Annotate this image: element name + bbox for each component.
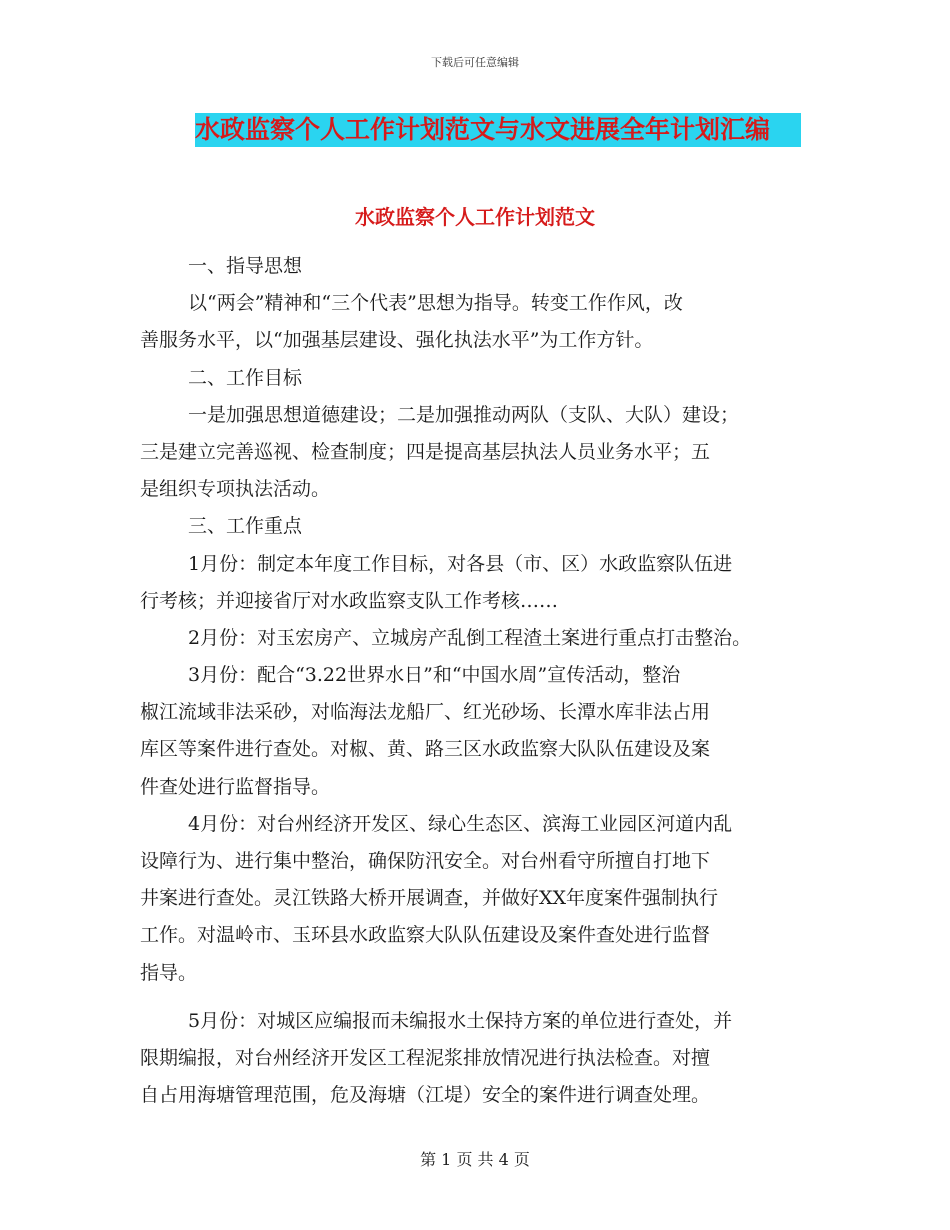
document-title: 水政监察个人工作计划范文与水文进展全年计划汇编 bbox=[195, 113, 801, 147]
section-title: 水政监察个人工作计划范文 bbox=[355, 205, 595, 229]
paragraph-line: 限期编报，对台州经济开发区工程泥浆排放情况进行执法检查。对擅 bbox=[140, 1046, 711, 1069]
paragraph-line: 自占用海塘管理范围，危及海塘（江堤）安全的案件进行调查处理。 bbox=[140, 1084, 711, 1107]
paragraph-line: 库区等案件进行查处。对椒、黄、路三区水政监察大队队伍建设及案 bbox=[140, 738, 711, 761]
paragraph-line: 1月份：制定本年度工作目标，对各县（市、区）水政监察队伍进 bbox=[188, 552, 733, 575]
paragraph-line: 以“两会”精神和“三个代表”思想为指导。转变工作作风，改 bbox=[188, 292, 683, 315]
paragraph-line: 5月份：对城区应编报而未编报水土保持方案的单位进行查处，并 bbox=[188, 1009, 733, 1032]
paragraph-line: 井案进行查处。灵江铁路大桥开展调查，并做好XX年度案件强制执行 bbox=[140, 887, 719, 910]
paragraph-line: 三是建立完善巡视、检查制度；四是提高基层执法人员业务水平；五 bbox=[140, 440, 711, 463]
heading-work-goals: 二、工作目标 bbox=[188, 366, 303, 389]
paragraph-line: 3月份：配合“3.22世界水日”和“中国水周”宣传活动，整治 bbox=[188, 664, 681, 687]
paragraph-line: 指导。 bbox=[140, 961, 198, 984]
paragraph-line: 设障行为、进行集中整治，确保防汛安全。对台州看守所擅自打地下 bbox=[140, 850, 711, 872]
paragraph-line: 善服务水平，以“加强基层建设、强化执法水平”为工作方针。 bbox=[140, 329, 654, 352]
heading-guiding-ideology: 一、指导思想 bbox=[188, 255, 303, 277]
document-body bbox=[140, 248, 830, 1114]
paragraph-line: 件查处进行监督指导。 bbox=[140, 775, 331, 798]
page-header-note: 下载后可任意编辑 bbox=[431, 56, 519, 69]
paragraph-line: 行考核；并迎接省厅对水政监察支队工作考核…… bbox=[140, 589, 559, 612]
heading-work-focus: 三、工作重点 bbox=[188, 515, 303, 538]
paragraph-line: 是组织专项执法活动。 bbox=[140, 478, 331, 501]
paragraph-line: 椒江流域非法采砂，对临海法龙船厂、红光砂场、长潭水库非法占用 bbox=[140, 701, 711, 724]
paragraph-line: 4月份：对台州经济开发区、绿心生态区、滨海工业园区河道内乱 bbox=[188, 812, 733, 835]
paragraph-spacer bbox=[140, 992, 830, 1003]
page-number: 第 1 页 共 4 页 bbox=[420, 1150, 530, 1169]
paragraph-line: 2月份：对玉宏房产、立城房产乱倒工程渣土案进行重点打击整治。 bbox=[188, 626, 752, 649]
paragraph-line: 一是加强思想道德建设；二是加强推动两队（支队、大队）建设； bbox=[188, 403, 740, 426]
paragraph-line: 工作。对温岭市、玉环县水政监察大队队伍建设及案件查处进行监督 bbox=[140, 924, 711, 947]
